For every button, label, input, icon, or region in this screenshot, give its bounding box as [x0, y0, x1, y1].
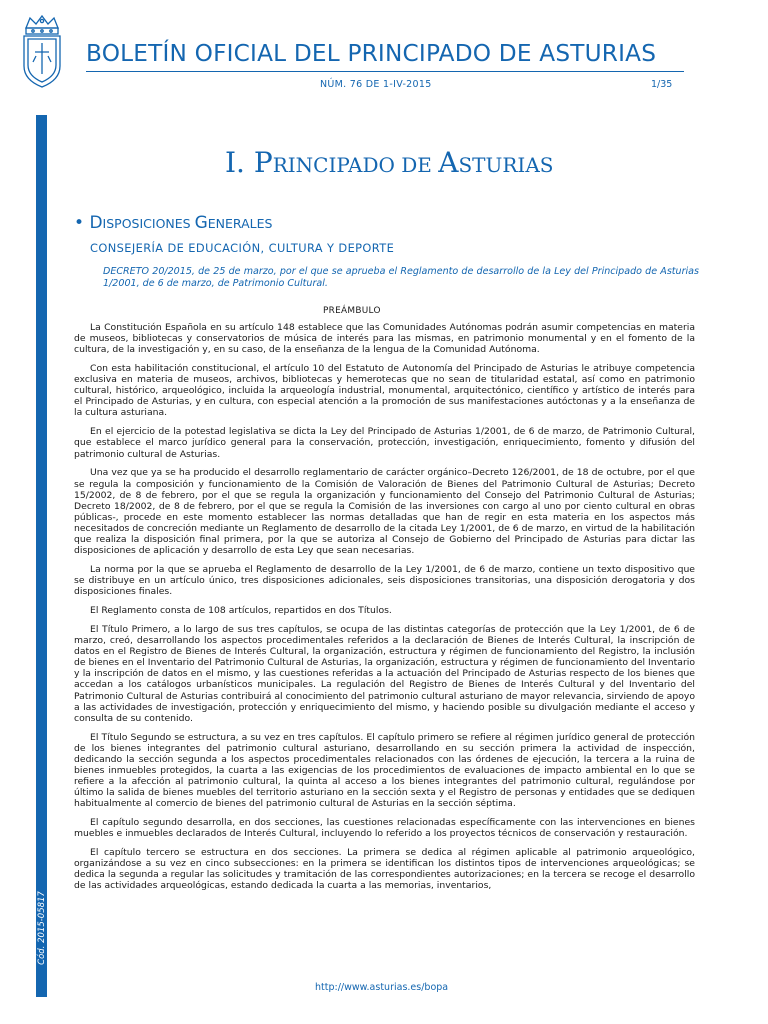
section-p: P — [253, 146, 273, 179]
issue-number: NÚM. 76 DE 1-IV-2015 — [320, 79, 432, 90]
paragraph: El Reglamento consta de 108 artículos, repartidos en dos Títulos. — [90, 605, 392, 617]
footer-url-link[interactable]: http://www.asturias.es/bopa — [315, 982, 449, 993]
paragraph: El capítulo tercero se estructura en dos secciones. La primera se dedica al régimen aplicable al patrimonio arqueológico, organizándose a su vez en cinco subsecciones: en la primera se identifican los distintos tipos de intervenciones arqueológicas; se dedica la segunda a regular las solicitudes y tramitación de las correspondientes autorizaciones; en la tercera se recoge el desarrollo de las actividades arqueológicas, estando dedicada la cuarta a las memorias, inventarios, — [74, 847, 695, 892]
asturias-coat-of-arms-logo — [18, 14, 66, 90]
disposiciones-heading — [74, 214, 272, 233]
paragraph: El Título Primero, a lo largo de sus tres capítulos, se ocupa de las distintas categorías de protección que la Ley 1/2001, de 6 de marzo, creó, desarrollando los aspectos procedimentales referidos a la declaración de Bienes de Interés Cultural, la inscripción de datos en el Registro de Bienes de Interés Cultural, la organización, estructura y régimen de funcionamiento del Registro, la inclusión de bienes en el Inventario del Patrimonio Cultural de Asturias, la organización, estructura y régimen de funcionamiento del Inventario y la inscripción de datos en el mismo, y las cuestiones referidas a la actuación del Principado de Asturias respecto de los bienes que accedan a los catálogos urbanísticos municipales. La regulación del Registro de Bienes de Interés Cultural y del Inventario del Patrimonio Cultural de Asturias contribuirá al conocimiento del patrimonio cultural asturiano de mayor relevancia, sirviendo de apoyo a las actividades de investigación, protección y enriquecimiento del mismo, y haciendo posible su divulgación mediante el acceso y consulta de su contenido. — [74, 623, 695, 724]
paragraph: La Constitución Española en su artículo 148 establece que las Comunidades Autónomas podrán asumir competencias en materia de museos, bibliotecas y conservatorios de música de interés para las mismas, en patrimonio monumental y en el fomento de la cultura, de la investigación y, en su caso, de la enseñanza de la lengua de la Comunidad Autónoma. — [74, 322, 695, 356]
section-p-rest: RINCIPADO DE — [272, 153, 439, 177]
paragraph: El capítulo segundo desarrolla, en dos secciones, las cuestiones relacionadas específicamente con las intervenciones en bienes muebles e inmuebles declarados de Interés Cultural, incluyendo lo referido a los proyectos técnicos de conservación y restauración. — [74, 817, 695, 840]
left-sidebar-strip — [36, 115, 47, 997]
document-code: Cód. 2015-05817 — [36, 891, 47, 965]
paragraph: Con esta habilitación constitucional, el artículo 10 del Estatuto de Autonomía del Principado de Asturias le atribuye competencia exclusiva en materia de museos, archivos, bibliotecas y hemerotecas que no sean de titularidad estatal, así como en patrimonio cultural, histórico, arqueológico, incluida la arqueología industrial, monumental, arquitectónico, científico y artístico de interés para el Principado de Asturias, y en cultura, con especial atención a la promoción de sus manifestaciones autóctonas y a la enseñanza de la cultura asturiana. — [74, 363, 695, 419]
disp-g: G — [194, 213, 208, 233]
body-text — [74, 322, 695, 899]
bulletin-title: BOLETÍN OFICIAL DEL PRINCIPADO DE ASTURIAS — [86, 40, 657, 67]
page-number: 1/35 — [651, 79, 673, 90]
section-numeral: I. — [225, 146, 254, 179]
disp-d-rest: ISPOSICIONES — [102, 216, 195, 231]
paragraph: Una vez que ya se ha producido el desarrollo reglamentario de carácter orgánico–Decreto 126/2001, de 18 de octubre, por el que se regula la composición y funcionamiento de la Comisión de Valoración de Bienes del Patrimonio Cultural de Asturias; Decreto 15/2002, de 8 de febrero, por el que se regula la organización y funcionamiento del Consejo del Patrimonio Cultural de Asturias; Decreto 18/2002, de 8 de febrero, por el que se regula la Comisión de las inversiones con cargo al uno por ciento cultural en obras públicas-, procede en este momento establecer las normas detalladas que han de regir en esta materia en los aspectos más necesitados de concreción mediante un Reglamento de desarrollo de la citada Ley 1/2001, de 6 de marzo, en virtud de la habilitación que realiza la disposición final primera, por la que se autoriza al Consejo de Gobierno del Principado de Asturias para dictar las disposiciones de aplicación y desarrollo de esta Ley que sean necesarias. — [74, 467, 695, 557]
department-name: CONSEJERÍA DE EDUCACIÓN, CULTURA Y DEPORTE — [90, 241, 395, 255]
decree-title: DECRETO 20/2015, de 25 de marzo, por el que se aprueba el Reglamento de desarrollo de la Ley del Principado de Asturias 1/2001, de 6 de marzo, de Patrimonio Cultural. — [103, 266, 699, 289]
header-divider — [86, 71, 684, 72]
bullet-marker: • — [74, 213, 90, 233]
paragraph: En el ejercicio de la potestad legislativa se dicta la Ley del Principado de Asturias 1/2001, de 6 de marzo, de Patrimonio Cultural, que establece el marco jurídico general para la conservación, protección, investigación, enriquecimiento, fomento y difusión del patrimonio cultural de Asturias. — [74, 426, 695, 460]
section-heading — [225, 146, 554, 179]
paragraph: El Título Segundo se estructura, a su vez en tres capítulos. El capítulo primero se refiere al régimen jurídico general de protección de los bienes integrantes del patrimonio cultural asturiano, desarrollando en su sección primera la actividad de inspección, dedicando la sección segunda a los aspectos procedimentales relacionados con las órdenes de ejecución, la tercera a la ruina de bienes inmuebles protegidos, la cuarta a las exigencias de los procedimientos de evaluaciones de impacto ambiental en lo que se refiere a la afección al patrimonio cultural, la quinta al acceso a los bienes integrantes del patrimonio cultural, regulándose por último la salida de bienes muebles del territorio asturiano en la sección sexta y el Registro de personas y entidades que se dediquen habitualmente al comercio de bienes del patrimonio cultural de Asturias en la sección séptima. — [74, 731, 695, 810]
disp-d: D — [89, 213, 103, 233]
preamble-heading: PREÁMBULO — [323, 306, 381, 316]
disp-g-rest: ENERALES — [207, 216, 273, 231]
section-a: A — [438, 146, 459, 179]
section-a-rest: STURIAS — [458, 153, 554, 177]
paragraph: La norma por la que se aprueba el Reglamento de desarrollo de la Ley 1/2001, de 6 de marzo, contiene un texto dispositivo que se distribuye en un artículo único, tres disposiciones adicionales, seis disposiciones transitorias, una disposición derogatoria y dos disposiciones finales. — [74, 563, 695, 598]
